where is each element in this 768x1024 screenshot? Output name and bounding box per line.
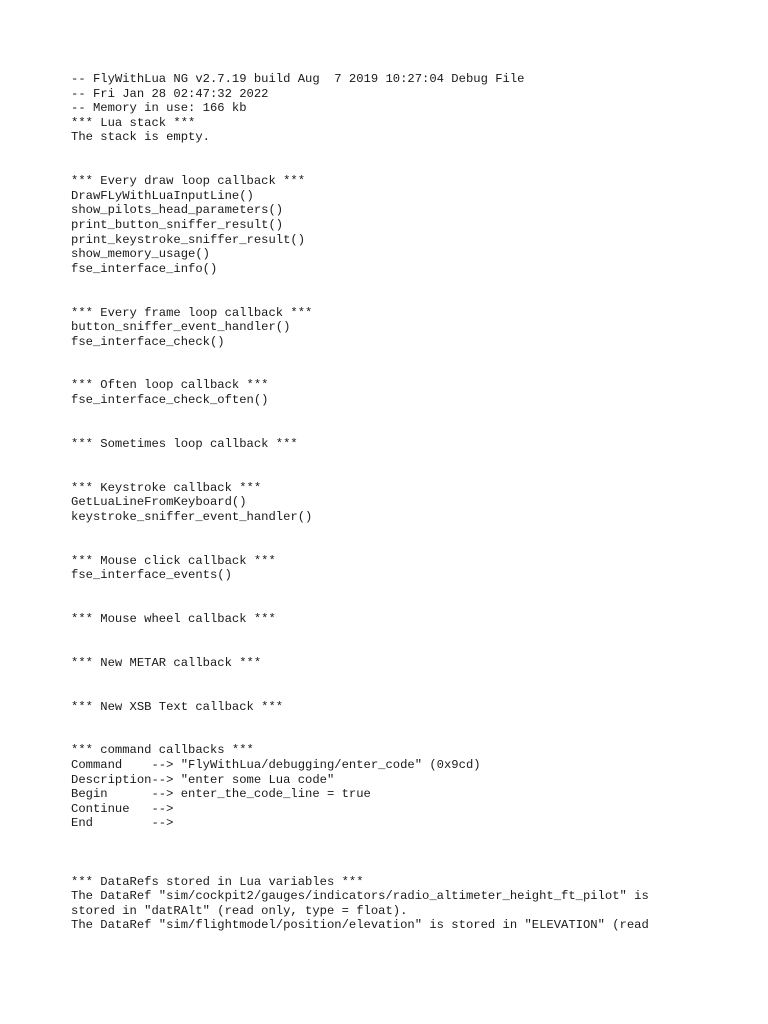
section-heading: *** DataRefs stored in Lua variables *** [71, 874, 364, 889]
header-version-line: -- FlyWithLua NG v2.7.19 build Aug 7 2019 10:27:04 Debug File [71, 72, 525, 86]
command-line: Description--> "enter some Lua code" [71, 772, 335, 787]
spacer [71, 714, 768, 743]
spacer [71, 349, 768, 378]
section-heading: *** Keystroke callback *** [71, 480, 262, 495]
lua-stack-status: The stack is empty. [71, 130, 210, 145]
lua-stack-heading: *** Lua stack *** [71, 115, 196, 130]
section-heading: *** command callbacks *** [71, 743, 254, 758]
spacer [71, 451, 768, 480]
command-line: Continue --> [71, 801, 174, 816]
dataref-line: The DataRef "sim/cockpit2/gauges/indicators/radio_altimeter_height_ft_pilot" is [71, 889, 649, 904]
callback-item: fse_interface_events() [71, 568, 232, 583]
spacer [71, 524, 768, 553]
callback-item: fse_interface_check_often() [71, 393, 269, 408]
section-heading: *** New XSB Text callback *** [71, 699, 284, 714]
callback-item: print_button_sniffer_result() [71, 217, 284, 232]
dataref-line: stored in "datRAlt" (read only, type = float). [71, 903, 408, 918]
sometimes-loop-section [71, 437, 768, 452]
often-loop-section [71, 378, 768, 407]
frame-loop-section [71, 306, 768, 350]
callback-item: fse_interface_check() [71, 334, 225, 349]
callback-item: show_memory_usage() [71, 247, 210, 262]
spacer [71, 831, 768, 875]
spacer [71, 627, 768, 656]
spacer [71, 408, 768, 437]
draw-loop-section [71, 174, 768, 276]
callback-item: GetLuaLineFromKeyboard() [71, 495, 247, 510]
command-line: Begin --> enter_the_code_line = true [71, 787, 371, 802]
mouse-wheel-section [71, 612, 768, 627]
section-heading: *** New METAR callback *** [71, 655, 262, 670]
header-date-line: -- Fri Jan 28 02:47:32 2022 [71, 86, 269, 101]
spacer [71, 276, 768, 305]
section-heading: *** Every draw loop callback *** [71, 174, 306, 189]
debug-log-document [71, 72, 768, 933]
spacer [71, 670, 768, 699]
command-line: End --> [71, 816, 174, 831]
callback-item: fse_interface_info() [71, 261, 218, 276]
section-heading: *** Mouse wheel callback *** [71, 611, 276, 626]
dataref-line: The DataRef "sim/flightmodel/position/elevation" is stored in "ELEVATION" (read [71, 918, 649, 933]
command-line: Command --> "FlyWithLua/debugging/enter_code" (0x9cd) [71, 757, 481, 772]
section-heading: *** Mouse click callback *** [71, 553, 276, 568]
keystroke-section [71, 481, 768, 525]
section-heading: *** Every frame loop callback *** [71, 305, 313, 320]
section-heading: *** Sometimes loop callback *** [71, 436, 298, 451]
datarefs-section [71, 875, 768, 933]
spacer [71, 145, 768, 174]
section-heading: *** Often loop callback *** [71, 378, 269, 393]
callback-item: DrawFLyWithLuaInputLine() [71, 188, 254, 203]
callback-item: show_pilots_head_parameters() [71, 203, 284, 218]
spacer [71, 583, 768, 612]
command-callbacks-section [71, 743, 768, 831]
log-header [71, 72, 768, 145]
new-xsb-section [71, 700, 768, 715]
callback-item: print_keystroke_sniffer_result() [71, 232, 306, 247]
callback-item: keystroke_sniffer_event_handler() [71, 509, 313, 524]
new-metar-section [71, 656, 768, 671]
callback-item: button_sniffer_event_handler() [71, 320, 291, 335]
mouse-click-section [71, 554, 768, 583]
header-memory-line: -- Memory in use: 166 kb [71, 101, 247, 116]
